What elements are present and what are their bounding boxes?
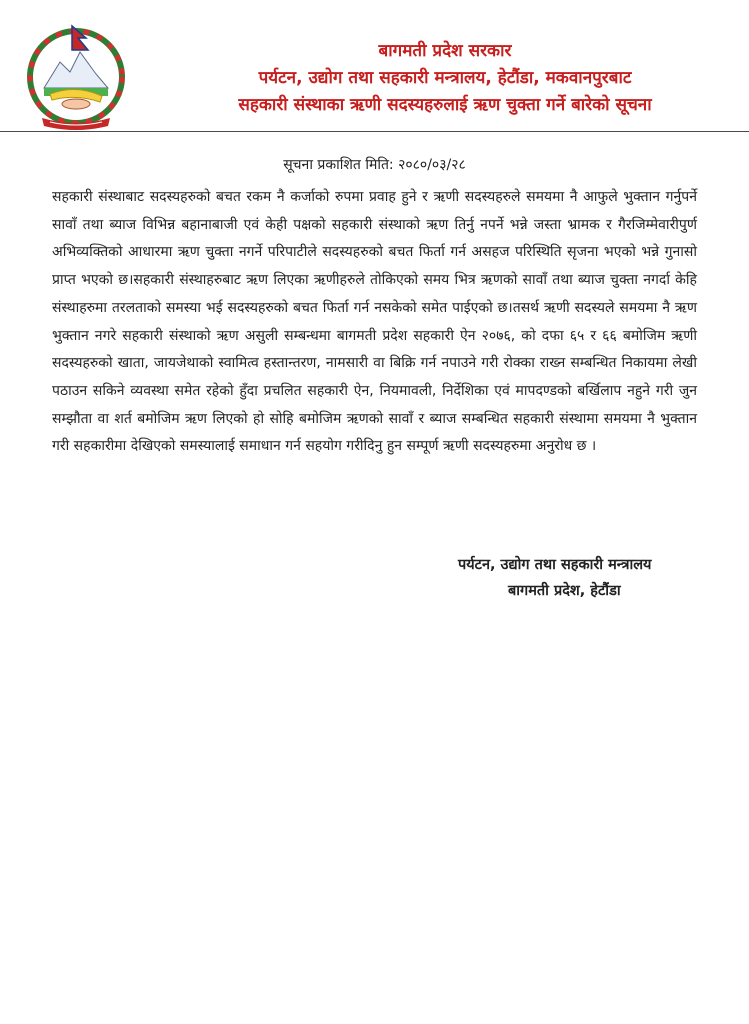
signature-ministry: पर्यटन, उद्योग तथा सहकारी मन्त्रालय (458, 557, 652, 573)
letterhead (0, 0, 749, 132)
government-name: बागमती प्रदेश सरकार (378, 41, 512, 61)
signature-block (440, 552, 740, 604)
notice-subject: सहकारी संस्थाका ऋणी सदस्यहरुलाई ऋण चुक्ता गर्ने बारेको सूचना (238, 95, 652, 115)
notice-body: सहकारी संस्थाबाट सदस्यहरुको बचत रकम नै कर्जाको रुपमा प्रवाह हुने र ऋणी सदस्यहरुले समयमा नै आफुले भुक्तान गर्नुपर्ने सावाँ तथा ब्याज विभिन्न बहानाबाजी एवं केही पक्षको सहकारी संस्थाको ऋण तिर्नु नपर्ने भन्ने जस्ता भ्रामक र गैरजिम्मेवारीपुर्ण अभिव्यक्तिको आधारमा ऋण चुक्ता नगर्ने परिपाटीले सदस्यहरुको बचत फिर्ता गर्न असहज परिस्थिति सृजना भएको भन्ने गुनासो प्राप्त भएको छ।सहकारी संस्थाहरुबाट ऋण लिएका ऋणीहरुले तोकिएको समय भित्र ऋणको सावाँ तथा ब्याज चुक्ता नगर्दा केहि संस्थाहरुमा तरलताको समस्या भई सदस्यहरुको बचत फिर्ता गर्न नसकेको समेत पाईएको छ।तसर्थ ऋणी सदस्यले समयमा नै ऋण भुक्तान नगरे सहकारी संस्थाको ऋण असुली सम्बन्धमा बागमती प्रदेश सहकारी ऐन २०७६, को दफा ६५ र ६६ बमोजिम ऋणी सदस्यहरुको खाता, जायजेथाको स्वामित्व हस्तान्तरण, नामसारी वा बिक्रि गर्न नपाउने गरी रोक्का राख्न सम्बन्धित निकायमा लेखी पठाउन सकिने व्यवस्था समेत रहेको हुँदा प्रचलित सहकारी ऐन, नियमावली, निर्देशिका एवं मापदण्डको बर्खिलाप नहुने गरी जुन सम्झौता वा शर्त बमोजिम ऋण लिएको हो सोहि बमोजिम ऋणको सावाँ र ब्याज सम्बन्धित सहकारी संस्थामा समयमा नै भुक्तान गरी सहकारीमा देखिएको समस्यालाई समाधान गर्न सहयोग गरीदिनु हुन सम्पूर्ण ऋणी सदस्यहरुमा अनुरोध छ । (52, 189, 697, 455)
header-divider (0, 131, 749, 132)
nepal-government-emblem-icon (16, 22, 136, 132)
signature-location: बागमती प्रदेश, हेटौंडा (508, 583, 621, 599)
letterhead-title (150, 38, 740, 119)
published-date: सूचना प्रकाशित मिति: २०८०/०३/२८ (283, 157, 466, 173)
ministry-name: पर्यटन, उद्योग तथा सहकारी मन्त्रालय, हेटौंडा, मकवानपुरबाट (258, 68, 632, 88)
